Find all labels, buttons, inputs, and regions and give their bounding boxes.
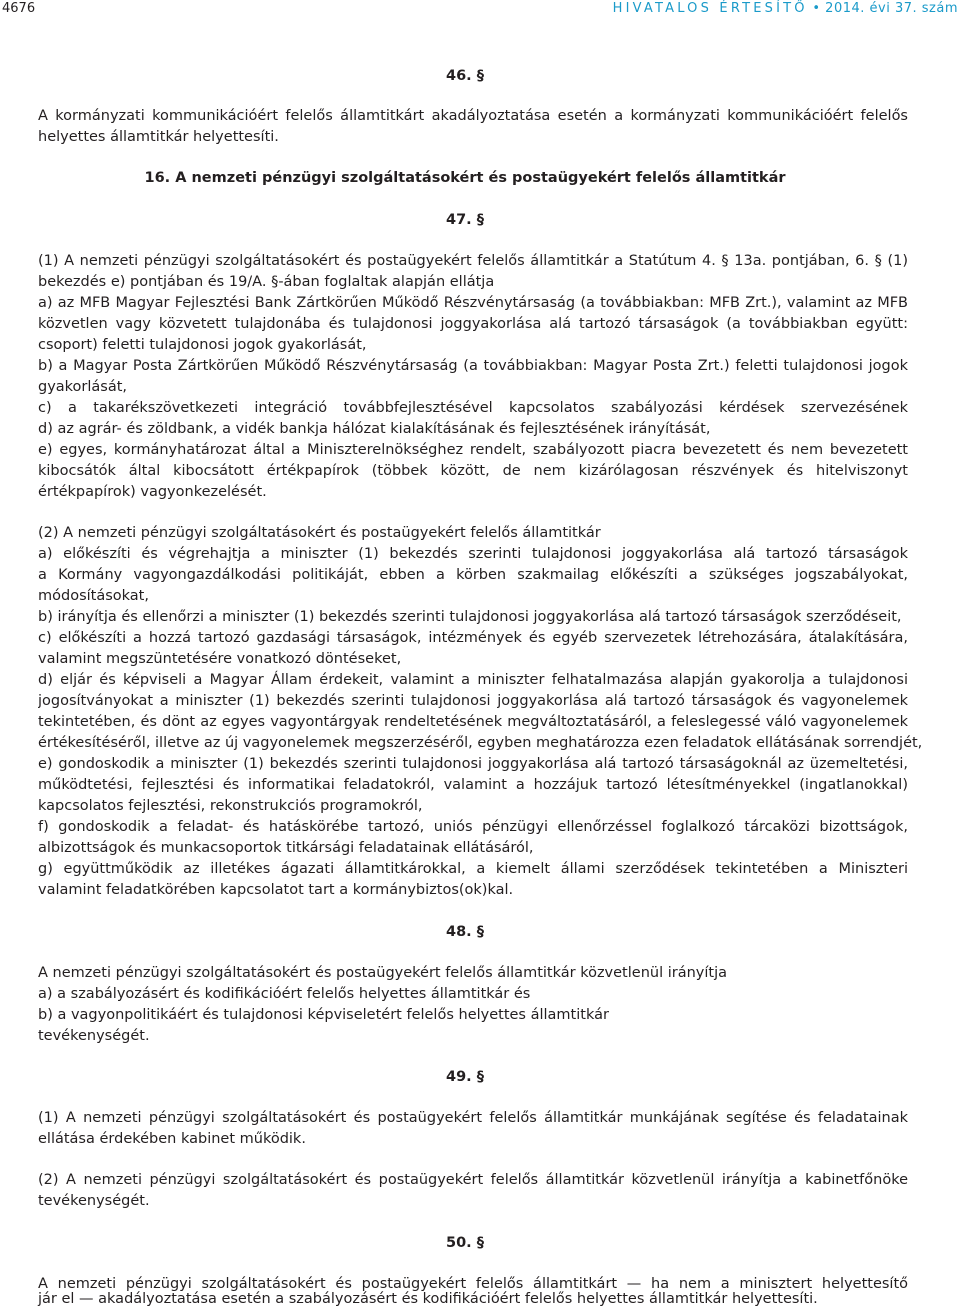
section-47-p1-line: a) az MFB Magyar Fejlesztési Bank Zártkörűen Működő Részvénytársaság (a továbbiakban: MFB Zrt.), valamint az MFB bbox=[38, 295, 908, 311]
section-47-p2-line: albizottságok és munkacsoportok titkársági feladatainak ellátásáról, bbox=[38, 840, 534, 856]
page-number: 4676 bbox=[2, 1, 36, 16]
section-47-p2-line: c) előkészíti a hozzá tartozó gazdasági társaságok, intézmények és egyéb szervezetek létrehozására, átalakítására, bbox=[38, 630, 908, 646]
section-47-p2-line: kapcsolatos fejlesztési, rekonstrukciós programokról, bbox=[38, 798, 423, 814]
section-47-p2-line: valamint feladatkörében kapcsolatot tart a kormánybiztos(ok)kal. bbox=[38, 882, 514, 898]
section-48-line: b) a vagyonpolitikáért és tulajdonosi képviseletért felelős helyettes államtitkár bbox=[38, 1007, 609, 1023]
section-49-p1-line: (1) A nemzeti pénzügyi szolgáltatásokért és postaügyekért felelős államtitkár munkájának segítése és feladatainak bbox=[38, 1110, 908, 1126]
section-47-p1-line: kibocsátók által kibocsátott értékpapírok (többek között, de nem kizárólagosan részvények és hitelviszonyt bbox=[38, 463, 908, 479]
header-separator: • bbox=[812, 1, 821, 16]
section-50-line: A nemzeti pénzügyi szolgáltatásokért és postaügyekért felelős államtitkárt — ha nem a minisztert helyettesítő bbox=[38, 1276, 908, 1292]
section-47-p2-line: (2) A nemzeti pénzügyi szolgáltatásokért és postaügyekért felelős államtitkár bbox=[38, 525, 601, 541]
section-47-p1-line: értékpapírok) vagyonkezelését. bbox=[38, 484, 267, 500]
publication-title: HIVATALOS ÉRTESÍTŐ bbox=[612, 1, 808, 16]
section-48-line: a) a szabályozásért és kodifikációért felelős helyettes államtitkár és bbox=[38, 986, 531, 1002]
section-47-p1-line: e) egyes, kormányhatározat által a Miniszterelnökséghez rendelt, szabályozott piacra bevezetett és nem bevezetett bbox=[38, 442, 908, 458]
section-47-p1-line: (1) A nemzeti pénzügyi szolgáltatásokért és postaügyekért felelős államtitkár a Statútum 4. § 13a. pontjában, 6. § (1) bbox=[38, 253, 908, 269]
section-47-p2-line: tekintetében, és dönt az egyes vagyontárgyak rendeltetésének megváltoztatásáról, a feleslegessé váló vagyonelemek bbox=[38, 714, 908, 730]
section-47-p2-line: d) eljár és képviseli a Magyar Állam érdekeit, valamint a miniszter felhatalmazása alapján gyakorolja a tulajdonosi bbox=[38, 672, 908, 688]
section-48-heading: 48. § bbox=[446, 924, 484, 940]
section-47-p2-line: a) előkészíti és végrehajtja a miniszter (1) bekezdés szerinti tulajdonosi joggyakorlása alá tartozó társaságok bbox=[38, 546, 908, 562]
section-48-line: A nemzeti pénzügyi szolgáltatásokért és postaügyekért felelős államtitkár közvetlenül irányítja bbox=[38, 965, 727, 981]
section-47-p1-line: gyakorlását, bbox=[38, 379, 128, 395]
section-47-p2-line: f) gondoskodik a feladat- és hatáskörébe tartozó, uniós pénzügyi ellenőrzéssel foglalkozó tárcaközi bizottságok, bbox=[38, 819, 908, 835]
section-47-p2-line: valamint megszüntetésére vonatkozó döntéseket, bbox=[38, 651, 402, 667]
running-header bbox=[0, 0, 960, 18]
section-47-p2-line: g) együttműködik az illetékes ágazati államtitkárokkal, a kiemelt állami szerződések tekintetében a Miniszteri bbox=[38, 861, 908, 877]
publication-header bbox=[613, 0, 958, 18]
section-47-p2-line: módosításokat, bbox=[38, 588, 149, 604]
section-49-p2-line: tevékenységét. bbox=[38, 1193, 150, 1209]
section-50-line: jár el — akadályoztatása esetén a szabályozásért és kodifikációért felelős helyettes államtitkár helyettesíti. bbox=[38, 1291, 818, 1307]
section-50-heading: 50. § bbox=[446, 1235, 484, 1251]
section-47-p1-line: b) a Magyar Posta Zártkörűen Működő Részvénytársaság (a továbbiakban: Magyar Posta Zrt.) feletti tulajdonosi jogok bbox=[38, 358, 908, 374]
section-47-heading: 47. § bbox=[446, 212, 484, 228]
section-47-p1-line: d) az agrár- és zöldbank, a vidék bankja hálózat kialakításának és fejlesztésének irányítását, bbox=[38, 421, 711, 437]
section-47-p1-line: közvetlen vagy közvetett tulajdonába és tulajdonosi joggyakorlása alá tartozó társaságok (a továbbiakban együtt: bbox=[38, 316, 908, 332]
section-48-line: tevékenységét. bbox=[38, 1028, 150, 1044]
section-47-p2-line: b) irányítja és ellenőrzi a miniszter (1) bekezdés szerinti tulajdonosi joggyakorlása alá tartozó társaságok szerződéseit, bbox=[38, 609, 902, 625]
section-49-heading: 49. § bbox=[446, 1069, 484, 1085]
section-47-p1-line: bekezdés e) pontjában és 19/A. §-ában foglaltak alapján ellátja bbox=[38, 274, 495, 290]
section-47-p2-line: a Kormány vagyongazdálkodási politikáját, ebben a körben szakmailag előkészíti a szükséges jogszabályokat, bbox=[38, 567, 908, 583]
issue-number: 2014. évi 37. szám bbox=[825, 1, 958, 16]
section-47-p2-line: e) gondoskodik a miniszter (1) bekezdés szerinti tulajdonosi joggyakorlása alá tartozó társaságoknál az üzemeltetési, bbox=[38, 756, 908, 772]
section-49-p1-line: ellátása érdekében kabinet működik. bbox=[38, 1131, 306, 1147]
section-46-line: A kormányzati kommunikációért felelős államtitkárt akadályoztatása esetén a kormányzati kommunikációért felelős bbox=[38, 108, 908, 124]
section-47-p2-line: működtetési, fejlesztési és informatikai feladatokról, valamint a hozzájuk tartozó létesítményekkel (ingatlanokkal) bbox=[38, 777, 908, 793]
section-49-p2-line: (2) A nemzeti pénzügyi szolgáltatásokért és postaügyekért felelős államtitkár közvetlenül irányítja a kabinetfőnöke bbox=[38, 1172, 908, 1188]
section-47-p1-line: csoport) feletti tulajdonosi jogok gyakorlását, bbox=[38, 337, 367, 353]
section-46-heading: 46. § bbox=[446, 68, 484, 84]
section-47-p2-line: értékesítéséről, illetve az új vagyonelemek megszerzéséről, egyben meghatározza ezen feladatok ellátásának sorrendjét, bbox=[38, 735, 923, 751]
section-46-line: helyettes államtitkár helyettesíti. bbox=[38, 129, 279, 145]
section-47-p2-line: jogosítványokat a miniszter (1) bekezdés szerinti tulajdonosi joggyakorlása alá tartozó társaságok és vagyonelemek bbox=[38, 693, 908, 709]
chapter-16-title: 16. A nemzeti pénzügyi szolgáltatásokért és postaügyekért felelős államtitkár bbox=[144, 170, 786, 186]
section-47-p1-line: c) a takarékszövetkezeti integráció továbbfejlesztésével kapcsolatos szabályozási kérdések szervezésének bbox=[38, 400, 908, 416]
